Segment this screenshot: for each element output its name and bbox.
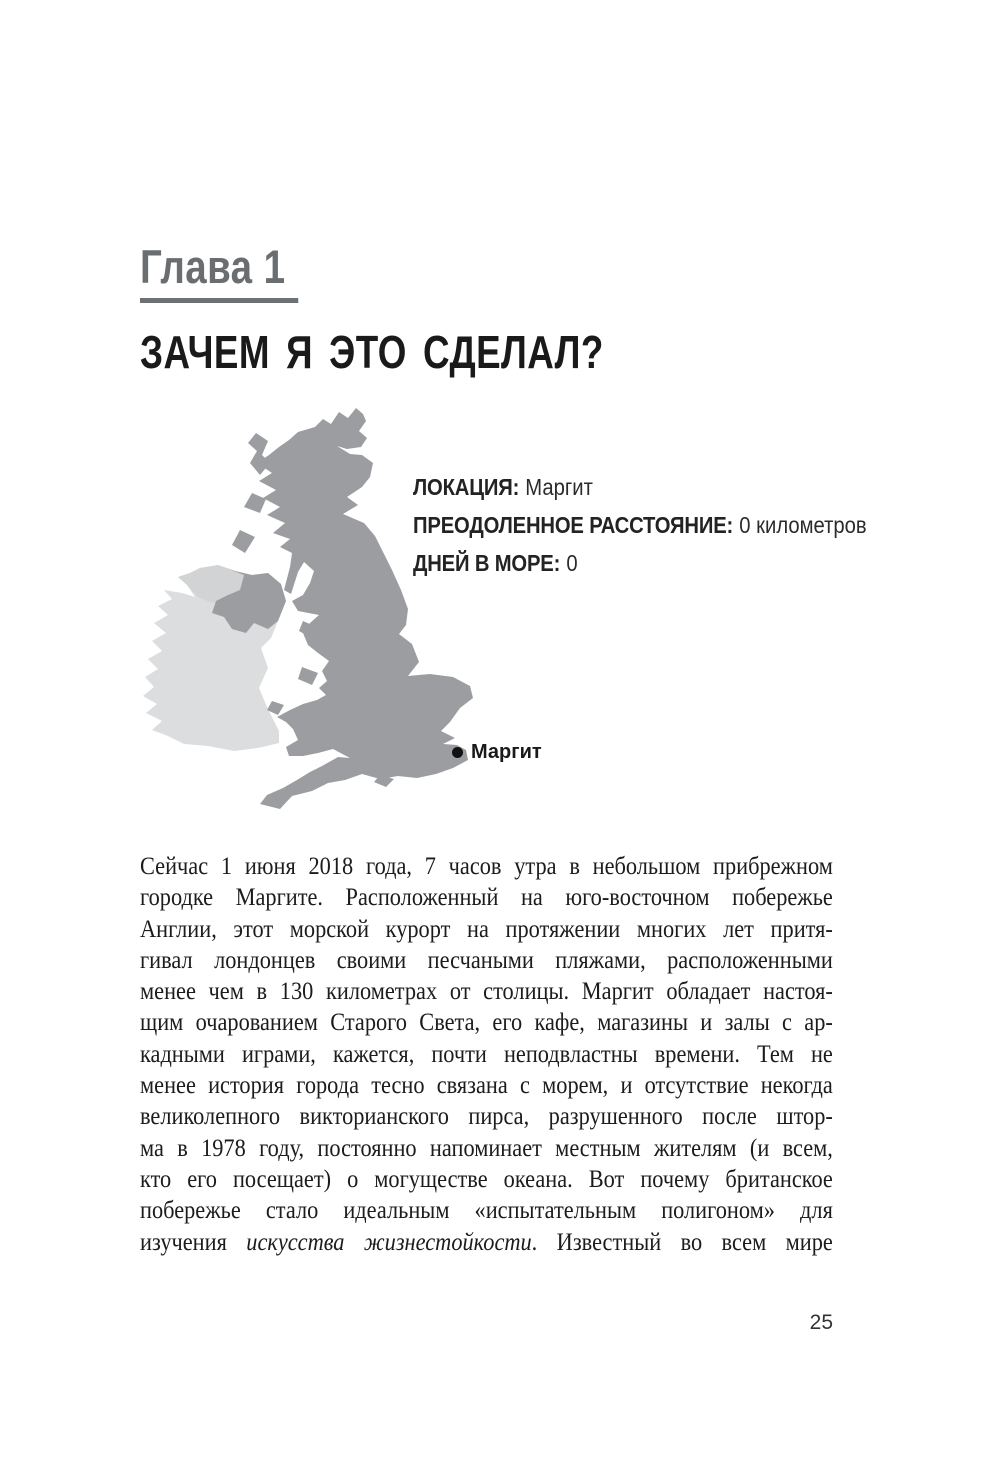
chapter-label-text: Глава 1 — [140, 241, 299, 303]
location-marker-dot-icon — [452, 747, 463, 758]
body-paragraph — [140, 851, 833, 1258]
body-text: побережье стало идеальным «испытательным полигоном» для — [140, 1197, 833, 1225]
body-line — [140, 976, 833, 1007]
body-line — [140, 914, 833, 945]
body-line — [140, 1101, 833, 1132]
body-text: Сейчас 1 июня 2018 года, 7 часов утра в небольшом прибрежном — [140, 853, 833, 880]
stat-value: 0 — [566, 550, 578, 576]
margate-marker-label: Маргит — [471, 741, 542, 763]
stat-value: Маргит — [525, 474, 593, 500]
body-text: великолепного викторианского пирса, разрушенного после штор- — [140, 1103, 833, 1131]
chapter-title — [140, 327, 720, 378]
body-text: менее чем в 130 километрах от столицы. Маргит обладает настоя- — [140, 978, 833, 1006]
stat-label: ДНЕЙ В МОРЕ: — [413, 550, 561, 576]
body-line — [140, 1164, 833, 1195]
body-line — [140, 1007, 833, 1038]
body-line — [140, 1227, 833, 1258]
body-text: щим очарованием Старого Света, его кафе, магазины и залы с ар- — [140, 1009, 833, 1037]
stat-value: 0 километров — [739, 512, 867, 538]
body-line — [140, 882, 833, 913]
body-line — [140, 1039, 833, 1070]
body-text-italic: искусства жизнестойкости — [246, 1228, 532, 1256]
page-number: 25 — [809, 1311, 833, 1334]
body-line — [140, 851, 833, 882]
body-text: . Известный во всем мире — [531, 1228, 833, 1256]
body-line — [140, 945, 833, 976]
body-text: изучения — [140, 1228, 247, 1256]
margate-marker — [452, 741, 542, 764]
body-text: Англии, этот морской курорт на протяжении многих лет притя- — [140, 915, 833, 943]
stat-row-days-at-sea — [413, 544, 906, 582]
body-line — [140, 1133, 833, 1164]
stat-row-location — [413, 468, 906, 506]
stat-label: ПРЕОДОЛЕННОЕ РАССТОЯНИЕ: — [413, 512, 734, 538]
map-figure — [140, 405, 867, 825]
body-line — [140, 1070, 833, 1101]
chapter-label — [140, 241, 333, 303]
body-text: городке Маргите. Расположенный на юго-восточном побережье — [140, 884, 833, 912]
body-text: менее история города тесно связана с морем, и отсутствие некогда — [140, 1072, 833, 1100]
body-line — [140, 1195, 833, 1226]
chapter-title-text: ЗАЧЕМ Я ЭТО СДЕЛАЛ? — [140, 326, 604, 378]
trip-stats — [413, 468, 906, 582]
stat-label: ЛОКАЦИЯ: — [413, 474, 520, 500]
stat-row-distance — [413, 506, 906, 544]
body-text: кто его посещает) о могуществе океана. Вот почему британское — [140, 1165, 833, 1193]
body-text: гивал лондонцев своими песчаными пляжами, расположенными — [140, 946, 833, 974]
body-text: ма в 1978 году, постоянно напоминает местным жителям (и всем, — [140, 1134, 833, 1162]
body-text: кадными играми, кажется, почти неподвластны времени. Тем не — [140, 1040, 833, 1068]
